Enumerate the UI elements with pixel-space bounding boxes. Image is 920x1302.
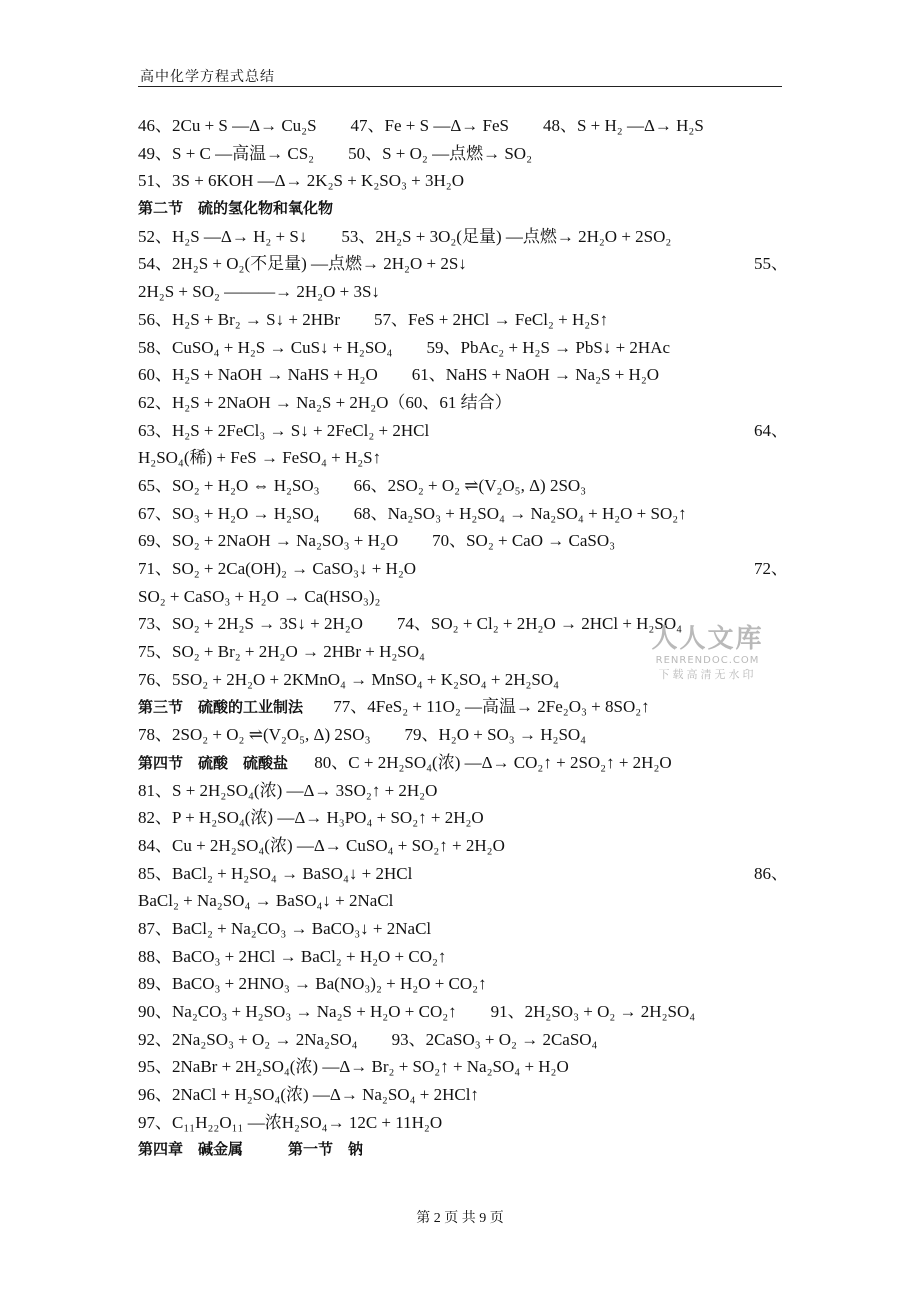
equation-line-76: 76、5SO₂ + 2H₂O + 2KMnO₄ → MnSO₄ + K₂SO₄ + 2H₂SO₄ <box>138 669 560 689</box>
equation-line-78-79: 78、2SO₂ + O₂ ⇌(V₂O₅, Δ) 2SO₃ 79、H₂O + SO₃ → H₂SO₄ <box>138 725 587 745</box>
watermark-subtitle: 下载高清无水印 <box>658 668 757 681</box>
section-heading-3: 第三节 硫酸的工业制法 <box>138 698 304 717</box>
equation-line-81: 81、S + 2H₂SO₄(浓) ―Δ→ 3SO₂↑ + 2H₂O <box>138 780 438 800</box>
equation-line-95: 95、2NaBr + 2H₂SO₄(浓) ―Δ→ Br₂ + SO₂↑ + Na₂SO₄ + H₂O <box>138 1057 569 1077</box>
equation-line-64-cont: H₂SO₄(稀) + FeS → FeSO₄ + H₂S↑ <box>138 448 382 468</box>
watermark-url: RENRENDOC.COM <box>655 655 760 666</box>
equation-number-55: 55、 <box>754 254 788 274</box>
equation-text: 85、BaCl₂ + H₂SO₄ → BaSO₄↓ + 2HCl <box>138 863 413 883</box>
equation-text: 54、2H₂S + O₂(不足量) ―点燃→ 2H₂O + 2S↓ <box>138 254 467 274</box>
equation-line-63 <box>138 417 788 445</box>
equation-line-80 <box>138 749 788 777</box>
watermark <box>640 618 775 682</box>
page-header-title: 高中化学方程式总结 <box>140 70 275 85</box>
equation-line-96: 96、2NaCl + H₂SO₄(浓) ―Δ→ Na₂SO₄ + 2HCl↑ <box>138 1085 479 1105</box>
section-heading-4: 第四节 硫酸 硫酸盐 <box>138 753 289 772</box>
equation-line-84: 84、Cu + 2H₂SO₄(浓) ―Δ→ CuSO₄ + SO₂↑ + 2H₂O <box>138 835 505 855</box>
page-footer: 第 2 页 共 9 页 <box>416 1211 504 1226</box>
equation-line-71 <box>138 555 788 583</box>
equation-line-82: 82、P + H₂SO₄(浓) ―Δ→ H₃PO₄ + SO₂↑ + 2H₂O <box>138 808 484 828</box>
equation-line-60-61: 60、H₂S + NaOH → NaHS + H₂O 61、NaHS + NaOH → Na₂S + H₂O <box>138 365 660 385</box>
equation-text: 63、H₂S + 2FeCl₃ → S↓ + 2FeCl₂ + 2HCl <box>138 420 430 440</box>
equation-line-86-cont: BaCl₂ + Na₂SO₄ → BaSO₄↓ + 2NaCl <box>138 891 394 911</box>
equation-line-46-48: 46、2Cu + S ―Δ→ Cu₂S 47、Fe + S ―Δ→ FeS 48、S + H₂ ―Δ→ H₂S <box>138 116 704 135</box>
equation-line-65-66: 65、SO₂ + H₂O ⇔ H₂SO₃ 66、2SO₂ + O₂ ⇌(V₂O₅, Δ) 2SO₃ <box>138 475 587 495</box>
equation-line-89: 89、BaCO₃ + 2HNO₃ → Ba(NO₃)₂ + H₂O + CO₂↑ <box>138 974 487 994</box>
equation-line-77 <box>138 693 788 721</box>
equation-line-92-93: 92、2Na₂SO₃ + O₂ → 2Na₂SO₄ 93、2CaSO₃ + O₂ → 2CaSO₄ <box>138 1029 598 1049</box>
equation-number-86: 86、 <box>754 863 788 883</box>
chapter-heading-4: 第四章 碱金属 第一节 钠 <box>138 1140 364 1159</box>
header-rule <box>138 86 782 87</box>
equation-line-87: 87、BaCl₂ + Na₂CO₃ → BaCO₃↓ + 2NaCl <box>138 918 432 938</box>
equation-line-58-59: 58、CuSO₄ + H₂S → CuS↓ + H₂SO₄ 59、PbAc₂ + H₂S → PbS↓ + 2HAc <box>138 337 671 357</box>
equation-number-72: 72、 <box>754 559 788 578</box>
equation-line-72-cont: SO₂ + CaSO₃ + H₂O → Ca(HSO₃)₂ <box>138 586 381 606</box>
equation-line-97: 97、C₁₁H₂₂O₁₁ ―浓H₂SO₄→ 12C + 11H₂O <box>138 1112 443 1132</box>
equation-line-56-57: 56、H₂S + Br₂ → S↓ + 2HBr 57、FeS + 2HCl → FeCl₂ + H₂S↑ <box>138 309 609 329</box>
equation-line-51: 51、3S + 6KOH ―Δ→ 2K₂S + K₂SO₃ + 3H₂O <box>138 171 464 191</box>
equation-line-69-70: 69、SO₂ + 2NaOH → Na₂SO₃ + H₂O 70、SO₂ + CaO → CaSO₃ <box>138 531 616 551</box>
equation-line-67-68: 67、SO₃ + H₂O → H₂SO₄ 68、Na₂SO₃ + H₂SO₄ → Na₂SO₄ + H₂O + SO₂↑ <box>138 503 687 523</box>
section-heading-2: 第二节 硫的氢化物和氧化物 <box>138 199 334 218</box>
equation-line-85 <box>138 860 788 888</box>
equation-line-62: 62、H₂S + 2NaOH → Na₂S + 2H₂O（60、61 结合） <box>138 392 512 412</box>
equation-line-49-50: 49、S + C ―高温→ CS₂ 50、S + O₂ ―点燃→ SO₂ <box>138 143 533 163</box>
equation-line-88: 88、BaCO₃ + 2HCl → BaCl₂ + H₂O + CO₂↑ <box>138 946 447 966</box>
watermark-logo-text: 人人文库 <box>651 624 764 654</box>
equation-number-64: 64、 <box>754 420 788 440</box>
equation-text: 77、4FeS₂ + 11O₂ ―高温→ 2Fe₂O₃ + 8SO₂↑ <box>333 697 650 717</box>
equation-line-73-74: 73、SO₂ + 2H₂S → 3S↓ + 2H₂O 74、SO₂ + Cl₂ + 2H₂O → 2HCl + H₂SO₄ <box>138 614 683 634</box>
equation-line-54 <box>138 250 788 278</box>
equation-line-55-cont: 2H₂S + SO₂ ―――→ 2H₂O + 3S↓ <box>138 282 380 302</box>
equation-line-90-91: 90、Na₂CO₃ + H₂SO₃ → Na₂S + H₂O + CO₂↑ 91、2H₂SO₃ + O₂ → 2H₂SO₄ <box>138 1002 696 1021</box>
equation-line-75: 75、SO₂ + Br₂ + 2H₂O → 2HBr + H₂SO₄ <box>138 642 425 662</box>
equation-line-52-53: 52、H₂S ―Δ→ H₂ + S↓ 53、2H₂S + 3O₂(足量) ―点燃→ 2H₂O + 2SO₂ <box>138 226 672 246</box>
equation-text: 80、C + 2H₂SO₄(浓) ―Δ→ CO₂↑ + 2SO₂↑ + 2H₂O <box>314 752 672 772</box>
equation-text: 71、SO₂ + 2Ca(OH)₂ → CaSO₃↓ + H₂O <box>138 559 417 578</box>
